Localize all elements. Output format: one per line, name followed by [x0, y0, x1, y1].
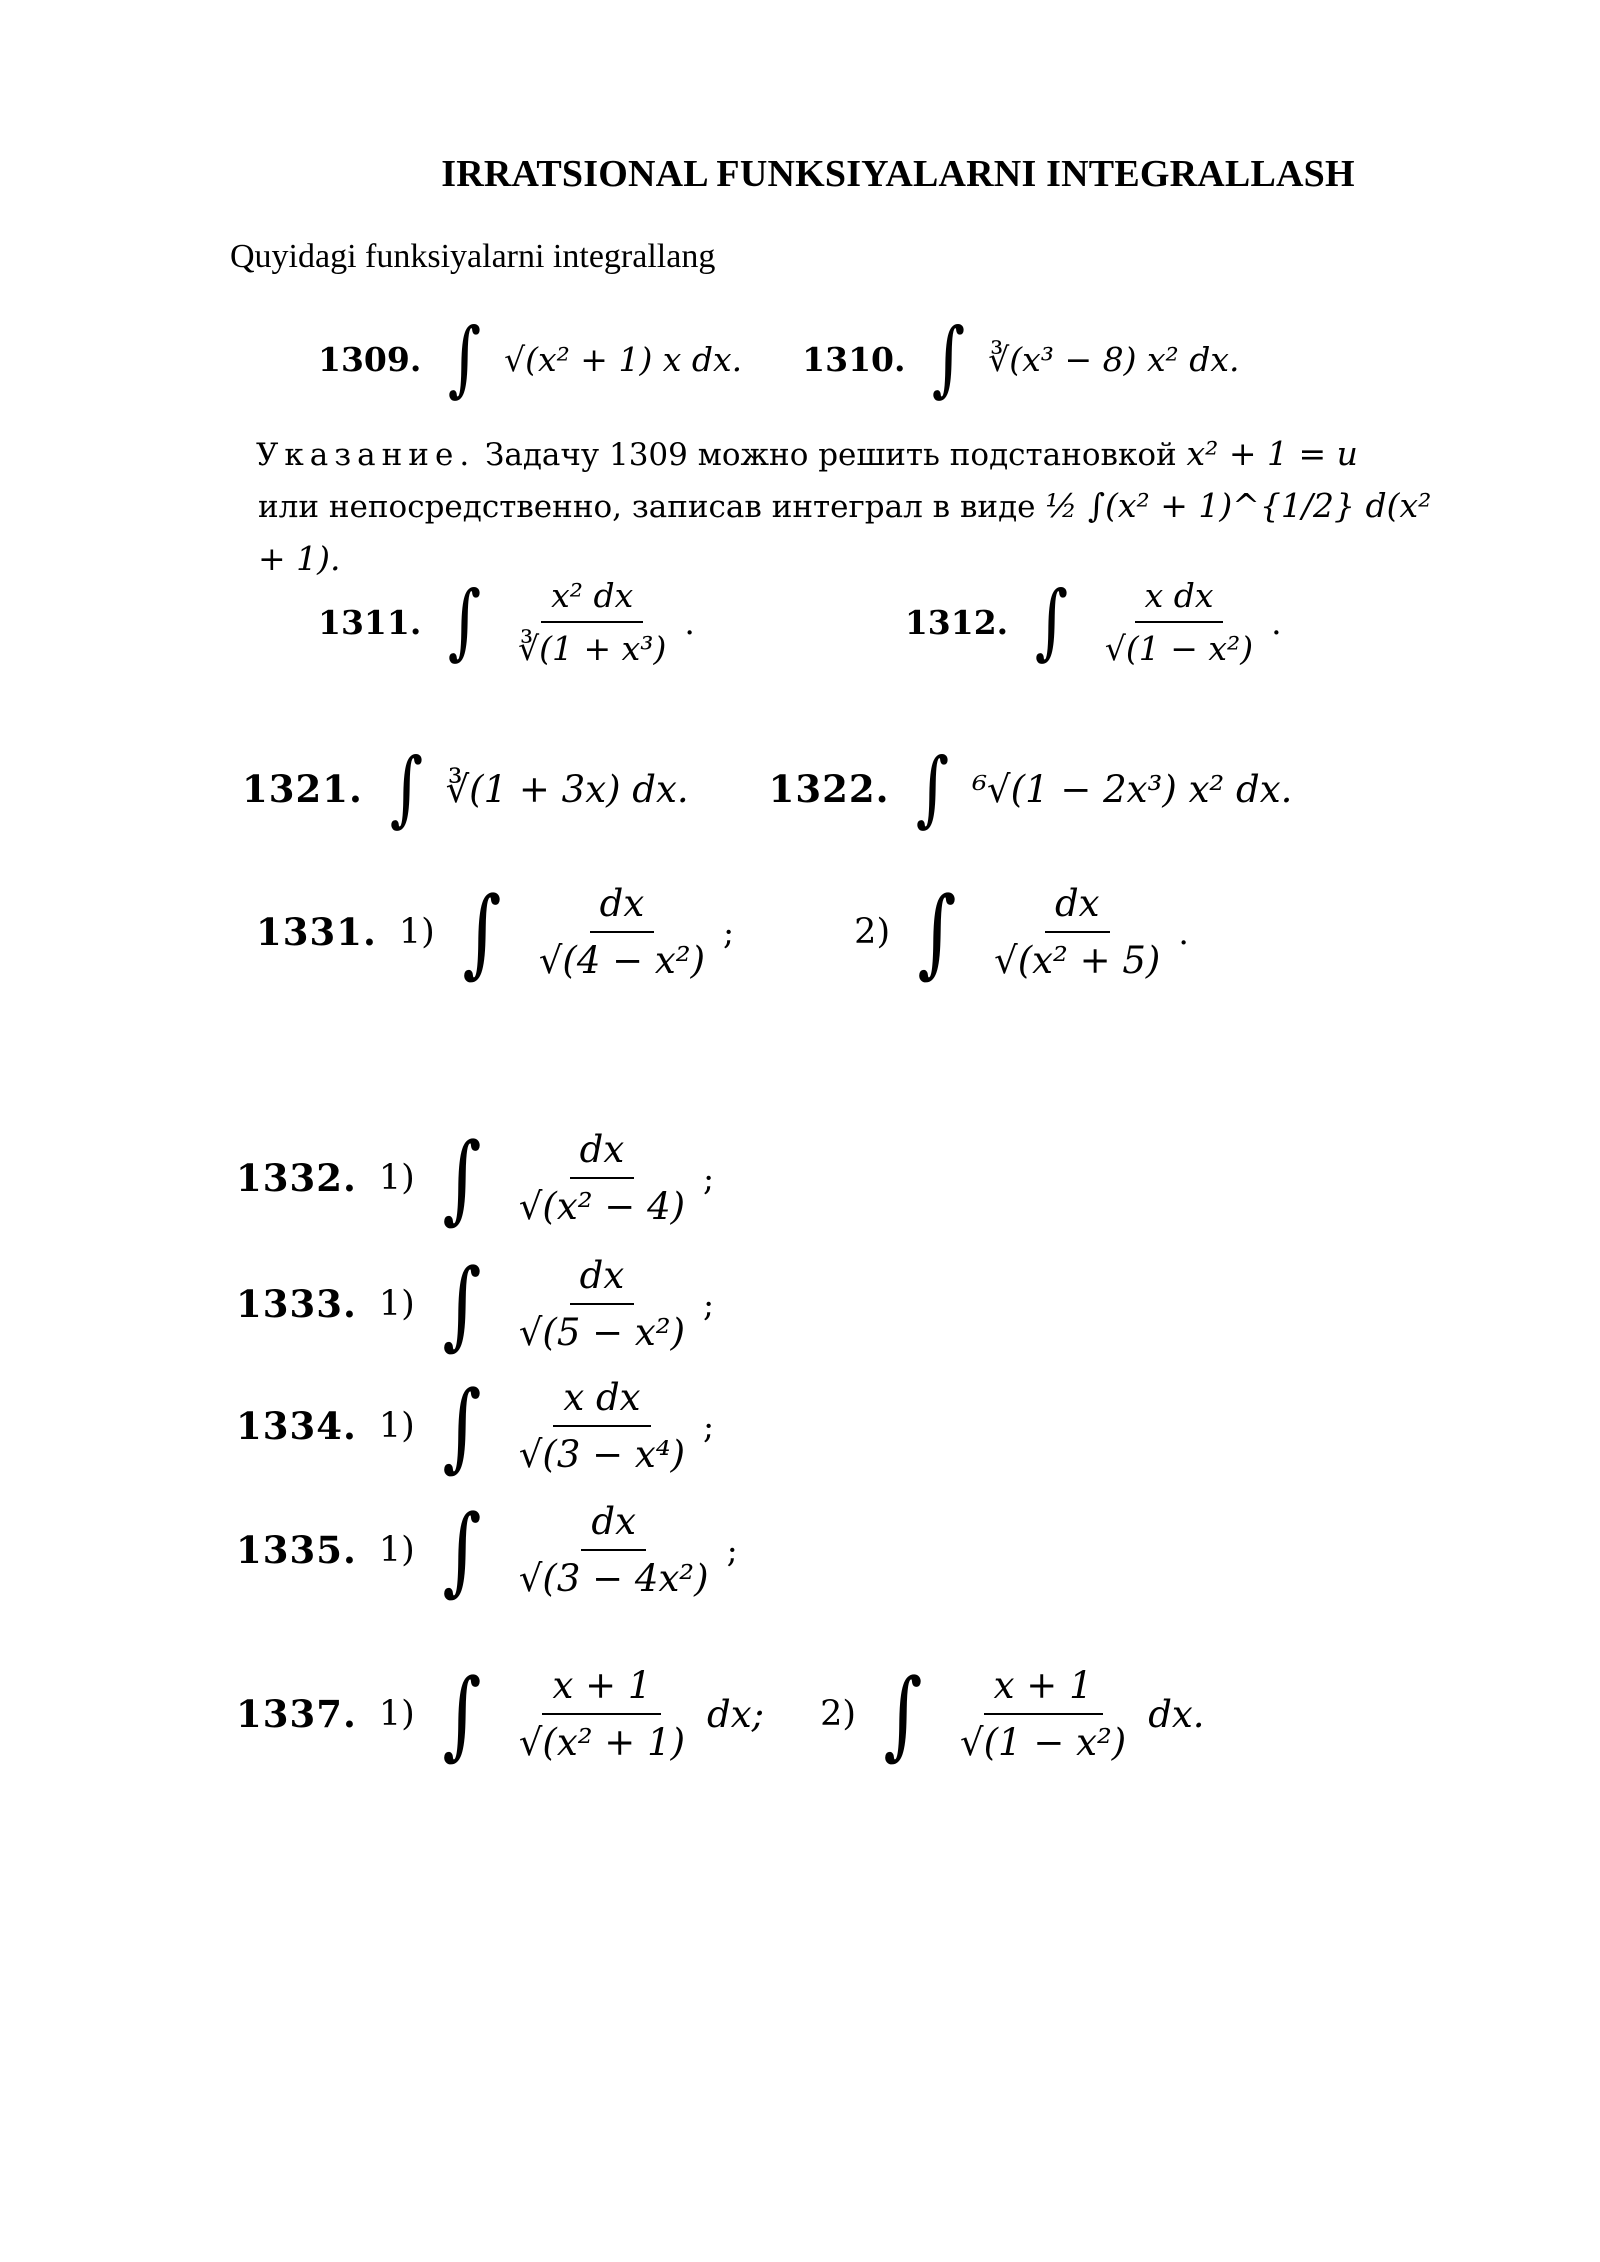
problem-number: 1311.	[318, 602, 422, 642]
problem-1331-part2	[854, 876, 1189, 988]
hint-paragraph-line2	[258, 480, 1438, 586]
part-label: 1)	[378, 1284, 415, 1324]
hint-paragraph	[256, 428, 1436, 481]
differential: dx.	[1148, 1692, 1205, 1736]
numerator: x + 1	[984, 1664, 1103, 1715]
denominator: √(3 − 4x²)	[518, 1557, 709, 1600]
problem-number: 1331.	[256, 910, 377, 954]
integrand: ⁶√(1 − 2x³) x² dx.	[972, 767, 1293, 811]
fraction	[529, 882, 715, 982]
integral-sign: ∫	[442, 1658, 482, 1770]
hint-lead: Указание.	[256, 437, 476, 473]
punctuation: ;	[703, 1406, 715, 1446]
denominator: ∛(1 + x³)	[518, 629, 667, 668]
part-label: 1)	[378, 1158, 415, 1198]
problem-1335	[236, 1494, 738, 1606]
fraction	[508, 576, 676, 668]
hint-text-1: Задачу 1309 можно решить подстановкой	[485, 437, 1177, 473]
problem-1311	[318, 576, 695, 668]
fraction	[509, 1500, 719, 1600]
problem-1312	[905, 576, 1282, 668]
fraction	[984, 882, 1170, 982]
integral-sign: ∫	[442, 1248, 482, 1360]
integral-sign: ∫	[883, 1658, 923, 1770]
problem-number: 1334.	[236, 1404, 357, 1448]
denominator: √(5 − x²)	[518, 1311, 686, 1354]
punctuation: .	[1178, 912, 1189, 952]
hint-substitution: x² + 1 = u	[1186, 434, 1358, 473]
punctuation: ;	[726, 1530, 738, 1570]
page-title: IRRATSIONAL FUNKSIYALARNI INTEGRALLASH	[441, 153, 1355, 195]
problem-number: 1332.	[236, 1156, 357, 1200]
problem-number: 1335.	[236, 1528, 357, 1572]
problem-number: 1310.	[802, 339, 906, 379]
numerator: dx	[570, 1254, 635, 1305]
numerator: x + 1	[542, 1664, 661, 1715]
problem-1334	[236, 1370, 715, 1482]
problem-number: 1333.	[236, 1282, 357, 1326]
integral-sign: ∫	[448, 311, 482, 406]
fraction	[509, 1664, 695, 1764]
numerator: dx	[590, 882, 655, 933]
problem-1310	[802, 311, 1240, 406]
integrand: √(x² + 1) x dx.	[504, 339, 743, 379]
numerator: dx	[1045, 882, 1110, 933]
row-1331	[256, 876, 1189, 988]
numerator: x dx	[1135, 576, 1224, 623]
row-1309-1310	[318, 311, 1240, 406]
punctuation: ;	[723, 912, 735, 952]
denominator: √(4 − x²)	[538, 939, 706, 982]
integral-sign: ∫	[442, 1370, 482, 1482]
punctuation: ;	[703, 1284, 715, 1324]
numerator: x² dx	[541, 576, 643, 623]
problem-1337-part2	[820, 1658, 1205, 1770]
integral-sign: ∫	[389, 741, 423, 836]
punctuation: .	[684, 602, 695, 642]
integral-sign: ∫	[932, 311, 966, 406]
denominator: √(x² + 5)	[994, 939, 1161, 982]
fraction	[509, 1128, 695, 1228]
fraction	[509, 1376, 695, 1476]
differential: dx;	[707, 1692, 765, 1736]
numerator: x dx	[553, 1376, 650, 1427]
instruction-text: Quyidagi funksiyalarni integrallang	[230, 238, 716, 275]
integrand: ∛(x³ − 8) x² dx.	[988, 339, 1240, 379]
part-label: 2)	[820, 1694, 857, 1734]
numerator: dx	[570, 1128, 635, 1179]
punctuation: ;	[703, 1158, 715, 1198]
problem-number: 1322.	[768, 767, 890, 811]
problem-number: 1312.	[904, 602, 1009, 642]
fraction	[509, 1254, 695, 1354]
hint-text-2: или непосредственно, записав интеграл в виде	[258, 489, 1036, 525]
part-label: 1)	[378, 1530, 415, 1570]
part-label: 1)	[378, 1406, 415, 1446]
part-label: 1)	[398, 912, 435, 952]
fraction	[1095, 576, 1263, 668]
integral-sign: ∫	[442, 1122, 482, 1234]
integrand: ∛(1 + 3x) dx.	[445, 767, 689, 811]
integral-sign: ∫	[442, 1494, 482, 1606]
problem-number: 1337.	[236, 1692, 357, 1736]
integral-sign: ∫	[916, 741, 950, 836]
numerator: dx	[581, 1500, 646, 1551]
denominator: √(x² − 4)	[518, 1185, 686, 1228]
row-1311-1312	[318, 576, 1282, 668]
denominator: √(1 − x²)	[1104, 629, 1254, 668]
integral-sign: ∫	[462, 876, 502, 988]
problem-1309	[318, 311, 743, 406]
integral-sign: ∫	[917, 876, 957, 988]
problem-1333	[236, 1248, 715, 1360]
problem-1332	[236, 1122, 715, 1234]
denominator: √(3 − x⁴)	[518, 1433, 686, 1476]
part-label: 2)	[854, 912, 891, 952]
integral-sign: ∫	[448, 574, 482, 669]
row-1321-1322	[242, 741, 1293, 836]
problem-number: 1309.	[318, 339, 422, 379]
hint-formula: ½ ∫(x² + 1)^{1/2} d(x² + 1).	[258, 486, 1432, 578]
fraction	[950, 1664, 1136, 1764]
problem-1331	[256, 876, 735, 988]
problem-1322	[768, 741, 1293, 836]
problem-1321	[242, 741, 689, 836]
problem-number: 1321.	[242, 767, 363, 811]
denominator: √(1 − x²)	[960, 1721, 1127, 1764]
denominator: √(x² + 1)	[518, 1721, 686, 1764]
row-1337	[236, 1658, 1205, 1770]
part-label: 1)	[378, 1694, 415, 1734]
problem-1337	[236, 1658, 765, 1770]
integral-sign: ∫	[1034, 574, 1069, 669]
punctuation: .	[1271, 602, 1282, 642]
